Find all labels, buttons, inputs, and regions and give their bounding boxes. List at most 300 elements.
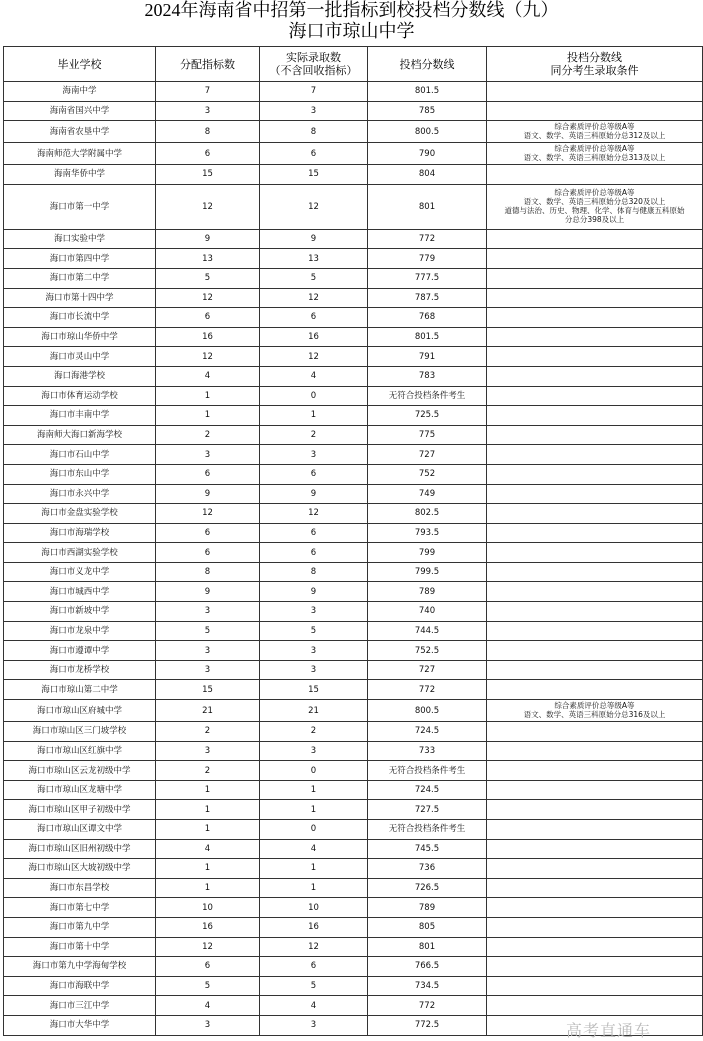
header-admitted: [260, 47, 368, 82]
tiebreak-note-cell: [487, 582, 703, 602]
table-row: [4, 327, 703, 347]
tiebreak-note-cell: [487, 680, 703, 700]
tiebreak-note-cell: [487, 308, 703, 328]
tiebreak-note-cell: [487, 184, 703, 229]
admitted-cell: 8: [260, 562, 368, 582]
school-cell: 海口市东山中学: [4, 464, 156, 484]
tiebreak-note-line: 综合素质评价总等级A等: [554, 121, 635, 131]
quota-cell: 3: [156, 660, 260, 680]
table-row: [4, 406, 703, 426]
tiebreak-note-cell: [487, 347, 703, 367]
school-cell: 海口市灵山中学: [4, 347, 156, 367]
admitted-cell: 2: [260, 425, 368, 445]
score-cell: 725.5: [368, 406, 487, 426]
score-cell: 749: [368, 484, 487, 504]
table-row: [4, 229, 703, 249]
school-cell: 海口市第十中学: [4, 937, 156, 957]
table-row: [4, 700, 703, 722]
table-row: [4, 917, 703, 937]
table-row: [4, 976, 703, 996]
table-row: [4, 82, 703, 102]
quota-cell: 3: [156, 741, 260, 761]
table-row: [4, 780, 703, 800]
school-cell: 海南师大海口新海学校: [4, 425, 156, 445]
table-row: [4, 308, 703, 328]
quota-cell: 12: [156, 937, 260, 957]
admitted-cell: 21: [260, 700, 368, 722]
score-cell: 783: [368, 366, 487, 386]
header-row: [4, 47, 703, 82]
tiebreak-note-cell: [487, 878, 703, 898]
score-cell: 804: [368, 165, 487, 185]
admitted-cell: 4: [260, 996, 368, 1016]
header-admitted-line2: （不含回收指标）: [269, 64, 358, 77]
admitted-cell: 8: [260, 121, 368, 143]
table-row: [4, 859, 703, 879]
tiebreak-note-cell: [487, 121, 703, 143]
quota-cell: 5: [156, 621, 260, 641]
admitted-cell: 16: [260, 327, 368, 347]
score-cell: 736: [368, 859, 487, 879]
quota-cell: 1: [156, 859, 260, 879]
school-cell: 海南中学: [4, 82, 156, 102]
admitted-cell: 3: [260, 602, 368, 622]
tiebreak-note-cell: [487, 464, 703, 484]
admitted-cell: 4: [260, 839, 368, 859]
admitted-cell: 15: [260, 165, 368, 185]
table-row: [4, 582, 703, 602]
table-row: [4, 504, 703, 524]
admitted-cell: 3: [260, 101, 368, 121]
school-cell: 海口市体育运动学校: [4, 386, 156, 406]
quota-cell: 16: [156, 917, 260, 937]
admitted-cell: 10: [260, 898, 368, 918]
school-cell: 海口市金盘实验学校: [4, 504, 156, 524]
table-row: [4, 660, 703, 680]
score-cell: 752.5: [368, 641, 487, 661]
tiebreak-note-cell: [487, 660, 703, 680]
tiebreak-note-cell: [487, 504, 703, 524]
quota-cell: 6: [156, 957, 260, 977]
quota-cell: 3: [156, 101, 260, 121]
quota-cell: 1: [156, 386, 260, 406]
tiebreak-note-cell: [487, 937, 703, 957]
score-cell: 740: [368, 602, 487, 622]
quota-cell: 9: [156, 229, 260, 249]
admitted-cell: 5: [260, 976, 368, 996]
table-row: [4, 484, 703, 504]
score-cell: 768: [368, 308, 487, 328]
quota-cell: 5: [156, 976, 260, 996]
tiebreak-note-cell: [487, 602, 703, 622]
tiebreak-note-cell: [487, 543, 703, 563]
quota-cell: 12: [156, 347, 260, 367]
score-cell: 724.5: [368, 780, 487, 800]
page-title: 2024年海南省中招第一批指标到校投档分数线（九）: [144, 0, 559, 20]
admitted-cell: 3: [260, 660, 368, 680]
tiebreak-note-cell: [487, 996, 703, 1016]
score-cell: 724.5: [368, 722, 487, 742]
quota-cell: 8: [156, 121, 260, 143]
quota-cell: 15: [156, 165, 260, 185]
tiebreak-note-line: 语文、数学、英语三科原始分总312及以上: [523, 130, 666, 140]
quota-cell: 3: [156, 602, 260, 622]
school-cell: 海口市西湖实验学校: [4, 543, 156, 563]
table-row: [4, 722, 703, 742]
score-cell: 801.5: [368, 82, 487, 102]
score-cell: 805: [368, 917, 487, 937]
table-row: [4, 937, 703, 957]
admitted-cell: 6: [260, 957, 368, 977]
tiebreak-note-cell: [487, 700, 703, 722]
school-cell: 海口市琼山华侨中学: [4, 327, 156, 347]
tiebreak-note-cell: [487, 366, 703, 386]
admitted-cell: 7: [260, 82, 368, 102]
tiebreak-note-cell: [487, 621, 703, 641]
admitted-cell: 6: [260, 523, 368, 543]
admitted-cell: 3: [260, 445, 368, 465]
admitted-cell: 12: [260, 288, 368, 308]
table-row: [4, 741, 703, 761]
quota-cell: 1: [156, 820, 260, 840]
quota-cell: 1: [156, 800, 260, 820]
quota-cell: 6: [156, 143, 260, 165]
school-cell: 海口市石山中学: [4, 445, 156, 465]
score-cell: 745.5: [368, 839, 487, 859]
admitted-cell: 0: [260, 761, 368, 781]
quota-cell: 16: [156, 327, 260, 347]
school-cell: 海口市大华中学: [4, 1015, 156, 1035]
admitted-cell: 1: [260, 406, 368, 426]
score-cell: 801.5: [368, 327, 487, 347]
school-cell: 海口市琼山区云龙初级中学: [4, 761, 156, 781]
tiebreak-note-line: 语文、数学、英语三科原始分总320及以上: [523, 196, 666, 206]
score-cell: 727: [368, 445, 487, 465]
tiebreak-note-cell: [487, 780, 703, 800]
quota-cell: 12: [156, 504, 260, 524]
admitted-cell: 6: [260, 464, 368, 484]
school-cell: 海口市第七中学: [4, 898, 156, 918]
tiebreak-note-cell: [487, 445, 703, 465]
score-cell: 799: [368, 543, 487, 563]
score-cell: 772.5: [368, 1015, 487, 1035]
table-row: [4, 143, 703, 165]
school-cell: 海口市长流中学: [4, 308, 156, 328]
quota-cell: 9: [156, 582, 260, 602]
score-cell: 775: [368, 425, 487, 445]
tiebreak-note-line: 语文、数学、英语三科原始分总316及以上: [523, 709, 666, 719]
table-row: [4, 602, 703, 622]
tiebreak-note-cell: [487, 82, 703, 102]
tiebreak-note-line: 综合素质评价总等级A等: [554, 143, 635, 153]
table-row: [4, 101, 703, 121]
tiebreak-note-cell: [487, 820, 703, 840]
admitted-cell: 1: [260, 800, 368, 820]
tiebreak-note-cell: [487, 839, 703, 859]
score-cell: 791: [368, 347, 487, 367]
tiebreak-note-cell: [487, 761, 703, 781]
quota-cell: 6: [156, 308, 260, 328]
school-cell: 海口海港学校: [4, 366, 156, 386]
admitted-cell: 6: [260, 143, 368, 165]
table-row: [4, 680, 703, 700]
quota-cell: 2: [156, 761, 260, 781]
header-score: 投档分数线: [368, 47, 487, 82]
tiebreak-note-cell: [487, 143, 703, 165]
admitted-cell: 4: [260, 366, 368, 386]
quota-cell: 1: [156, 878, 260, 898]
table-row: [4, 268, 703, 288]
tiebreak-note-line: 道德与法治、历史、物理、化学、体育与健康五科原始: [504, 205, 685, 215]
school-cell: 海口市第九中学海甸学校: [4, 957, 156, 977]
school-cell: 海口市琼山区府城中学: [4, 700, 156, 722]
quota-cell: 12: [156, 288, 260, 308]
school-cell: 海口市琼山区龙塘中学: [4, 780, 156, 800]
tiebreak-note-cell: [487, 101, 703, 121]
admitted-cell: 13: [260, 249, 368, 269]
tiebreak-note-cell: [487, 484, 703, 504]
admitted-cell: 3: [260, 641, 368, 661]
quota-cell: 8: [156, 562, 260, 582]
school-cell: 海口市海瑞学校: [4, 523, 156, 543]
school-cell: 海口市第十四中学: [4, 288, 156, 308]
score-cell: 801: [368, 937, 487, 957]
tiebreak-note-cell: [487, 562, 703, 582]
admitted-cell: 3: [260, 741, 368, 761]
quota-cell: 4: [156, 996, 260, 1016]
table-row: [4, 386, 703, 406]
tiebreak-note-cell: [487, 859, 703, 879]
tiebreak-note-cell: [487, 523, 703, 543]
tiebreak-note-line: 分总分398及以上: [564, 214, 625, 224]
table-row: [4, 249, 703, 269]
score-cell: 777.5: [368, 268, 487, 288]
table-row: [4, 839, 703, 859]
tiebreak-note-cell: [487, 165, 703, 185]
quota-cell: 3: [156, 641, 260, 661]
admitted-cell: 15: [260, 680, 368, 700]
table-row: [4, 184, 703, 229]
admitted-cell: 3: [260, 1015, 368, 1035]
score-cell: 802.5: [368, 504, 487, 524]
table-body: [4, 82, 703, 1036]
quota-cell: 21: [156, 700, 260, 722]
quota-cell: 4: [156, 366, 260, 386]
table-row: [4, 996, 703, 1016]
score-cell: 无符合投档条件考生: [368, 820, 487, 840]
admitted-cell: 5: [260, 268, 368, 288]
school-cell: 海口市三江中学: [4, 996, 156, 1016]
school-cell: 海口市新坡中学: [4, 602, 156, 622]
header-note-line2: 同分考生录取条件: [550, 64, 639, 77]
score-cell: 790: [368, 143, 487, 165]
score-cell: 772: [368, 680, 487, 700]
tiebreak-note-cell: [487, 327, 703, 347]
quota-cell: 9: [156, 484, 260, 504]
score-cell: 789: [368, 582, 487, 602]
table-row: [4, 562, 703, 582]
admitted-cell: 1: [260, 878, 368, 898]
quota-cell: 4: [156, 839, 260, 859]
table-row: [4, 641, 703, 661]
tiebreak-note-cell: [487, 641, 703, 661]
score-cell: 787.5: [368, 288, 487, 308]
score-cell: 726.5: [368, 878, 487, 898]
table-row: [4, 761, 703, 781]
header-admitted-line1: 实际录取数: [286, 51, 341, 64]
school-cell: 海口实验中学: [4, 229, 156, 249]
quota-cell: 6: [156, 464, 260, 484]
tiebreak-note-cell: [487, 249, 703, 269]
admitted-cell: 12: [260, 184, 368, 229]
admitted-cell: 6: [260, 308, 368, 328]
score-cell: 772: [368, 996, 487, 1016]
header-quota: 分配指标数: [156, 47, 260, 82]
school-cell: 海口市丰南中学: [4, 406, 156, 426]
quota-cell: 5: [156, 268, 260, 288]
table-row: [4, 121, 703, 143]
tiebreak-note-line: 语文、数学、英语三科原始分总313及以上: [523, 152, 666, 162]
admitted-cell: 12: [260, 347, 368, 367]
school-cell: 海口市东昌学校: [4, 878, 156, 898]
score-cell: 766.5: [368, 957, 487, 977]
table-row: [4, 347, 703, 367]
table-row: [4, 957, 703, 977]
table-row: [4, 898, 703, 918]
watermark: 高考直通车: [566, 1021, 652, 1040]
score-cell: 800.5: [368, 700, 487, 722]
tiebreak-note-cell: [487, 800, 703, 820]
table-row: [4, 464, 703, 484]
score-cell: 800.5: [368, 121, 487, 143]
school-cell: 海口市遵谭中学: [4, 641, 156, 661]
quota-cell: 3: [156, 1015, 260, 1035]
school-cell: 海南师范大学附属中学: [4, 143, 156, 165]
table-row: [4, 523, 703, 543]
table-row: [4, 165, 703, 185]
school-cell: 海口市琼山第二中学: [4, 680, 156, 700]
table-row: [4, 878, 703, 898]
school-cell: 海南省国兴中学: [4, 101, 156, 121]
quota-cell: 10: [156, 898, 260, 918]
admitted-cell: 0: [260, 386, 368, 406]
score-cell: 752: [368, 464, 487, 484]
quota-cell: 15: [156, 680, 260, 700]
school-cell: 海口市琼山区旧州初级中学: [4, 839, 156, 859]
quota-cell: 6: [156, 523, 260, 543]
admitted-cell: 12: [260, 504, 368, 524]
score-cell: 744.5: [368, 621, 487, 641]
score-cell: 734.5: [368, 976, 487, 996]
tiebreak-note-cell: [487, 898, 703, 918]
table-row: [4, 288, 703, 308]
school-cell: 海口市琼山区大坡初级中学: [4, 859, 156, 879]
tiebreak-note-cell: [487, 386, 703, 406]
quota-cell: 1: [156, 406, 260, 426]
quota-cell: 3: [156, 445, 260, 465]
admitted-cell: 9: [260, 229, 368, 249]
admitted-cell: 16: [260, 917, 368, 937]
admitted-cell: 12: [260, 937, 368, 957]
tiebreak-note-cell: [487, 288, 703, 308]
school-cell: 海南省农垦中学: [4, 121, 156, 143]
school-cell: 海口市龙桥学校: [4, 660, 156, 680]
table-row: [4, 621, 703, 641]
school-cell: 海口市琼山区谭文中学: [4, 820, 156, 840]
admitted-cell: 2: [260, 722, 368, 742]
quota-cell: 12: [156, 184, 260, 229]
tiebreak-note-cell: [487, 957, 703, 977]
table-row: [4, 800, 703, 820]
school-cell: 海口市琼山区甲子初级中学: [4, 800, 156, 820]
score-cell: 733: [368, 741, 487, 761]
score-cell: 801: [368, 184, 487, 229]
school-cell: 海口市海联中学: [4, 976, 156, 996]
admitted-cell: 5: [260, 621, 368, 641]
score-cell: 772: [368, 229, 487, 249]
quota-cell: 2: [156, 722, 260, 742]
school-cell: 海口市永兴中学: [4, 484, 156, 504]
admitted-cell: 0: [260, 820, 368, 840]
tiebreak-note-cell: [487, 229, 703, 249]
score-cell: 727: [368, 660, 487, 680]
score-cell: 799.5: [368, 562, 487, 582]
admitted-cell: 9: [260, 582, 368, 602]
quota-cell: 7: [156, 82, 260, 102]
score-cell: 789: [368, 898, 487, 918]
quota-cell: 6: [156, 543, 260, 563]
header-school: 毕业学校: [4, 47, 156, 82]
score-cell: 727.5: [368, 800, 487, 820]
header-note-line1: 投档分数线: [567, 51, 622, 64]
quota-cell: 13: [156, 249, 260, 269]
score-cell: 793.5: [368, 523, 487, 543]
page-subtitle: 海口市琼山中学: [288, 21, 415, 42]
school-cell: 海口市琼山区红旗中学: [4, 741, 156, 761]
tiebreak-note-cell: [487, 425, 703, 445]
school-cell: 海口市龙泉中学: [4, 621, 156, 641]
school-cell: 海口市琼山区三门坡学校: [4, 722, 156, 742]
tiebreak-note-cell: [487, 722, 703, 742]
tiebreak-note-line: 综合素质评价总等级A等: [554, 188, 635, 198]
table-row: [4, 366, 703, 386]
admitted-cell: 1: [260, 780, 368, 800]
tiebreak-note-cell: [487, 976, 703, 996]
table-row: [4, 445, 703, 465]
table-row: [4, 543, 703, 563]
tiebreak-note-cell: [487, 268, 703, 288]
admitted-cell: 9: [260, 484, 368, 504]
school-cell: 海口市义龙中学: [4, 562, 156, 582]
school-cell: 海口市第九中学: [4, 917, 156, 937]
tiebreak-note-line: 综合素质评价总等级A等: [554, 700, 635, 710]
score-cell: 779: [368, 249, 487, 269]
admitted-cell: 1: [260, 859, 368, 879]
tiebreak-note-cell: [487, 917, 703, 937]
admitted-cell: 6: [260, 543, 368, 563]
score-cell: 785: [368, 101, 487, 121]
school-cell: 海口市第一中学: [4, 184, 156, 229]
score-cell: 无符合投档条件考生: [368, 761, 487, 781]
school-cell: 海口市第二中学: [4, 268, 156, 288]
table-row: [4, 820, 703, 840]
school-cell: 海南华侨中学: [4, 165, 156, 185]
header-note: [487, 47, 703, 82]
admission-table: [3, 46, 703, 1036]
score-cell: 无符合投档条件考生: [368, 386, 487, 406]
quota-cell: 1: [156, 780, 260, 800]
tiebreak-note-cell: [487, 406, 703, 426]
